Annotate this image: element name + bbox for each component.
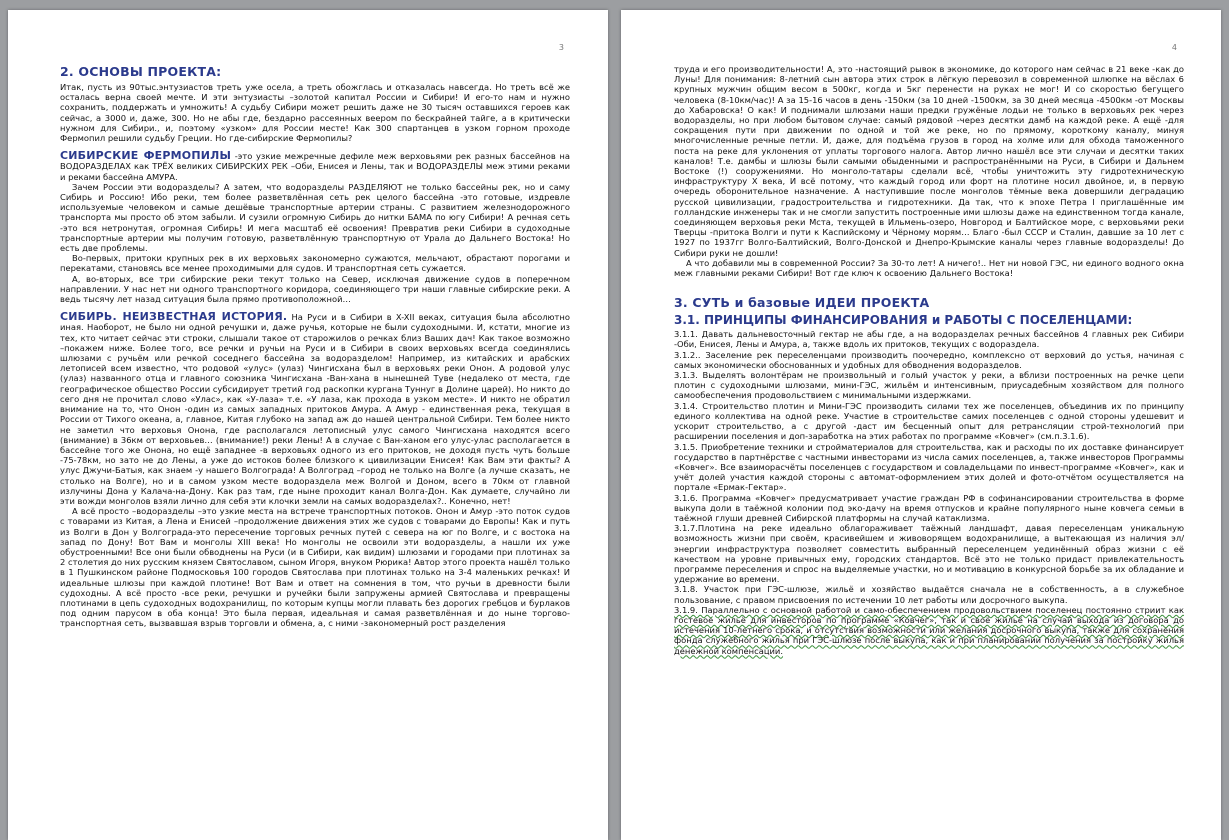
page-content [60,65,570,629]
list-item: 3.1.4. Строительство плотин и Мини-ГЭС производить силами тех же поселенцев, объединив их по принципу единого коллектива на одной реке. Участие в строительстве самих поселенцев с одной стороны удешевит и ускорит строительство, а с другой -даст им бесценный опыт для ретрансляции строй-технологий при расширении поселения и доп-заработка на этих работах по программе «Ковчег» (см.п.3.1.6). [674,400,1184,442]
history-paragraph [60,312,570,506]
intro-paragraph: Итак, пусть из 90тыс.энтузиастов треть уже осела, а треть обожглась и отказалась навсегда. Но треть всё же осталась верна своей мечте. И эти энтузиасты –золотой капитал России и Сибири! И его-то нам и нужно сохранить, поддержать и умножить! А судьбу Сибири может решить даже не 30 тысяч оставшихся героев как сейчас, а 3000 и, даже, 300. Но не абы где, бездарно рассеянных веером по бескрайней тайге, а в критически нужном для Сибири., и, поэтому «узком» для России месте! Как 300 спартанцев в узком горном проходе Фермопил решили судьбу Греции. Но где-сибирские Фермопилы? [60,82,570,144]
list-item: 3.1.5. Приобретение техники и стройматериалов для строительства, как и расходы по их доставке финансирует государство в партнёрстве с частными инвесторами из числа самих поселенцев, а, также инвесторов Программы «Ковчег». Все взаиморасчёты поселенцев с государством и совладельцами по инвест-программе «Ковчег», как и учёт долей участия каждой стороны с автомат-оформлением этих долей и фото-отчётом осуществляется на портале «Ермак-Гектар». [674,441,1184,493]
fermopily-text: -это узкие межречные дефиле меж верховьями рек разных бассейнов на ВОДОРАЗДЕЛАХ как ТРЁХ великих СИБИРСКИХ РЕК –Оби, Енисея и Лены, так и ВОДОРАЗДЕЛЫ меж этими реками и реками бассейна АМУРА. [60,151,570,182]
list-item: 3.1.6. Программа «Ковчег» предусматривает участие граждан РФ в софинансировании строительства в форме выкупа доли в таёжной колонии под эко-дачу на время отпусков и крайне популярного ныне ковчега семьи в таёжной глуши древней Сибирской платформы на случай катаклизма. [674,492,1184,523]
continuation-paragraph-2: А что добавили мы в современной России? За 30-то лет! А ничего!.. Нет ни новой ГЭС, ни единого водного окна меж главными реками Сибири! Вот где ключ к освоению Дальнего Востока! [674,257,1184,279]
section-title: 2. ОСНОВЫ ПРОЕКТА: [60,64,222,79]
list-item: 3.1.3. Выделять волонтёрам не произвольный и голый участок у реки, а вблизи построенных на речке цепи плотин с судоходными шлюзами, мини-ГЭС, жильём и интенсивным, приусадебным хозяйством для полного самообеспечения продовольствием с минимальными издержками. [674,370,1184,401]
fermopily-paragraph-4: А, во-вторых, все три сибирские реки текут только на Север, исключая движение судов в поперечном направлении. У нас нет ни одного транспортного коридора, соединяющего три наши главные сибирские реки. А ведь тысячу лет назад ситуация была прямо противоположной… [60,273,570,305]
list-item: 3.1.2.. Заселение рек переселенцами производить поочередно, комплексно от верховий до устья, начиная с самых экономически обоснованных и удобных для обводнения водоразделов. [674,349,1184,370]
list-item: 3.1.7.Плотина на реке идеально облагораживает таёжный ландшафт, давая переселенцам уникальную возможность жизни при своём, красивейшем и живоворящем водохранилище, а вытекающая из наличия эл/энергии инфраструктура позволяет совместить выбранный переселенцем уединённый образ жизни с её качеством на уровне привычных ему, городских стандартов. Всё это не только придаст привлекательность программе переселения и спрос на выделяемые участки, но и мотивацию в конкурсной борьбе за их обладание и удержание во времени. [674,523,1184,585]
history-paragraph-2: А всё просто –водоразделы –это узкие места на встрече транспортных потоков. Онон и Амур -это поток судов с товарами из Китая, а Лена и Енисей –продолжение движения этих же судов с товарами до Европы! Как и путь из Волги в Дон у Волгограда-это пересечение торговых речных путей с севера на юг по Волге, и с востока на запад по Дону! Вот Вам и монголы XIII века! Но монголы не освоили эти водоразделы, а нашли их уже обустроенными! Все они были обводнены на Руси (и в Сибири, как видим) шлюзами и городами при плотинах за 2 столетия до них русским князем Святославом, сыном Игоря, внуком Рюрика! Автор этого проекта нашёл только в 1 Пушкинском районе Подмосковья 100 городов Святослава при плотинах только на 3-4 маленьких речках! И идеальные шлюзы при каждой плотине! Вот Вам и ответ на сомнения в том, что ручьи в древности были судоходны. А всё просто -все реки, речушки и ручейки были запружены армией Святослава и превращены плотинами в цепь судоходных водохранилищ, по которым купцы могли плавать без дорогих гребцов и бурлаков под одним парусом в оба конца! Это была первая, идеальная и самая разветвлённая и до ныне торгово-транспортная сеть, вызвавшая взрыв торговли и обмена, а, с ними -закономерный рост разделения [60,506,570,629]
list-item: 3.1.9. Параллельно с основной работой и само-обеспечением продовольствием поселенец постоянно стриит как гостевое жильё для инвесторов по программе «Ковчег», так и своё жильё на случай выхода из договора до истечения 10-летнего срока, и отсутствия возможности или желания досрочного выкупа, также для сохранения фонда служебного жилья при ГЭС-шлюзе после выкупа, как и при планировании получения за постройку жилья денежной компенсации. [674,604,1184,656]
page-content [674,64,1184,656]
continuation-paragraph: труда и его производительности! А, это -настоящий рывок в экономике, до которого нам сейчас в 21 веке -как до Луны! Для понимания: 8-летний сын автора этих строк в лёгкую перевозил в современной шлюпке на вёслах 6 крупных мужчин общим весом в 500кг, когда и 5кг перенести на руках не мог! И со скоростью бегущего человека (8-10км/час)! А за 15-16 часов в день -150км (за 10 дней -1500км, за 30 дней месяца -4500км -от Москвы до Хабаровска! О как! И поднимали шлюзами наши предки гружёные лодьи не только в верховьях рек через водоразделы, но при любом бытовом случае: самый рядовой -через десятки дамб на каждой реке. А ещё -для сокращения пути при движении по одной и той же реке, но по прямому, короткому каналу, минуя многочисленные речные петли. И, даже, для подъёма грузов в город на холме или для обхода таможенного поста на реке для уклонения от уплаты торгового налога. Автор лично нашёл все эти случаи и десятки таких каналов! Т.е. дамбы и шлюзы были самыми обыденными и распространёнными на Руси, в Сибири и Дальнем Востоке (!) сооружениями. Но монголо-татары сделали всё, чтобы уничтожить эту гидротехническую инфраструктуру X века, И всё потому, что каждый город или форт на плотине носил двойное, и, в первую очередь оборонительное назначение. А наступившие после монголов тёмные века довершили деградацию русской цивилизации, градостроительства и гидротехники. Да так, что к эпохе Петра I приглашённые им голландские инженеры так и не смогли запустить построенные ими шлюзы даже на единственном тогда канале, соединяющем верховья реки Мста, текущей в Ильмень-озеро, Новгород и Балтийское море, с верховьями реки Тверцы -притока Волги и пути к Каспийскому и Чёрному морям… Благо -был СССР и Сталин, давшие за 10 лет с 1927 по 1937гг Волго-Балтийский, Волго-Донской и Днепро-Крымские каналы через главные водоразделы! До Сибири руки не дошли! [674,64,1184,258]
fermopily-paragraph-2: Зачем России эти водоразделы? А затем, что водоразделы РАЗДЕЛЯЮТ не только бассейны рек, но и саму Сибирь и Россию! Ибо реки, тем более разветвлённая сеть рек целого бассейна -это готовые, издревле используемые человеком и самые дешёвые транспортные артерии страны. С развитием железнодорожного транспорта мы просто об этом забыли. И сузили огромную Сибирь до нитки БАМА по югу Сибири! А речная сеть -это вся нетронутая, огромная Сибирь! И мега масштаб её освоения! Превратив реки Сибири в судоходные транспортные артерии мы получим готовую, разветвлённую транспортную от Урала до Дальнего Востока! Но есть две проблемы. [60,181,570,254]
history-text: На Руси и в Сибири в X-XII веках, ситуация была абсолютно иная. Наоборот, не было ни одной речушки и, даже ручья, которые не были судоходными. И, кстати, многие из тех, кто читает сейчас эти строки, слышали такое от старожилов о речках близ Ваших дач! Как такое возможно –покажем ниже. Более того, все речки и ручьи на Руси и в Сибири в своих верховьях всегда соединялись шлюзами с ручьём или речкой соседнего бассейна за водоразделом! Например, из китайских и арабских летописей всем известно, что родовой «улус» (улаз) Чингисхана был в верховьях реки Онон. А родовой улус (улаз) названного отца и главного союзника Чингисхана -Ван-хана в нынешней Туве (недалеко от места, где географическое общество России субсидирует третий год раскопки кургана Туннуг в Долине царей). Но никто до сего дня не прочитал слово «Улас», как «У-лаза» т.е. «У лаза, как прохода в узком месте». И никто не обратил внимание на то, что Онон -один из самых западных притоков Амура. А Амур - единственная река, текущая в России от Тихого океана, а, главное, Китая глубоко на запад аж до нашей центральной Сибири. Тем более никто не заметил что верховья Онона, где располагался летописный улус самого Чингисхана находятся всего (внимание) в 36км от верховьев… (внимание!) реки Лены! А в случае с Ван-ханом его улус-улас располагается в бассейне того же Онона, но ещё западнее -в верховьях одного из его притоков, не доходя пусть чуть больше -75-78км, но зато не до Лены, а уже до истоков более близкого к цивилизации Енисея! Как Вам эти факты? А улус Джучи-Батыя, как знаем -у нашего Волгограда! А Волгоград –город не только на Волге (а лучше сказать, не столько на Волге), но и в самом узком месте водораздела меж Волгой и Доном, всего в 70км от главной излучины Дона у Калача-на-Дону. Как раз там, где ныне проходит канал Волга-Дон. Как думаете, случайно ли эти вожди монголов взяли лично для себя эти клочки земли на самых водоразделах?.. Конечно, нет! [60,312,570,506]
history-heading: СИБИРЬ. НЕИЗВЕСТНАЯ ИСТОРИЯ. [60,310,288,324]
document-page-left [8,10,608,840]
section-3-title: 3. СУТЬ и базовые ИДЕИ ПРОЕКТА [674,295,930,311]
page-number: 3 [558,43,564,52]
fermopily-paragraph-3: Во-первых, притоки крупных рек в их верховьях закономерно сужаются, мельчают, обрастают порогами и перекатами, становясь все менее проходимыми для судов. И транспортная сеть сужается. [60,253,570,274]
fermopily-paragraph [60,151,570,182]
document-page-right [621,10,1221,840]
list-item: 3.1.8. Участок при ГЭС-шлюзе, жильё и хозяйство выдаётся сначала не в собственность, а в служебное пользование, с правом присвоения по истечении 10 лет работы или досрочного выкупа. [674,584,1184,605]
list-item: 3.1.1. Давать дальневосточный гектар не абы где, а на водоразделах речных бассейнов 4 главных рек Сибири -Оби, Енисея, Лены и Амура, а, также вдоль их притоков, текущих с водораздела. [674,329,1184,350]
section-3-1-title: 3.1. ПРИНЦИПЫ ФИНАНСИРОВАНИЯ и РАБОТЫ С ПОСЕЛЕНЦАМИ: [674,313,1133,328]
page-number: 4 [1171,43,1177,52]
fermopily-heading: СИБИРСКИЕ ФЕРМОПИЛЫ [60,149,232,163]
